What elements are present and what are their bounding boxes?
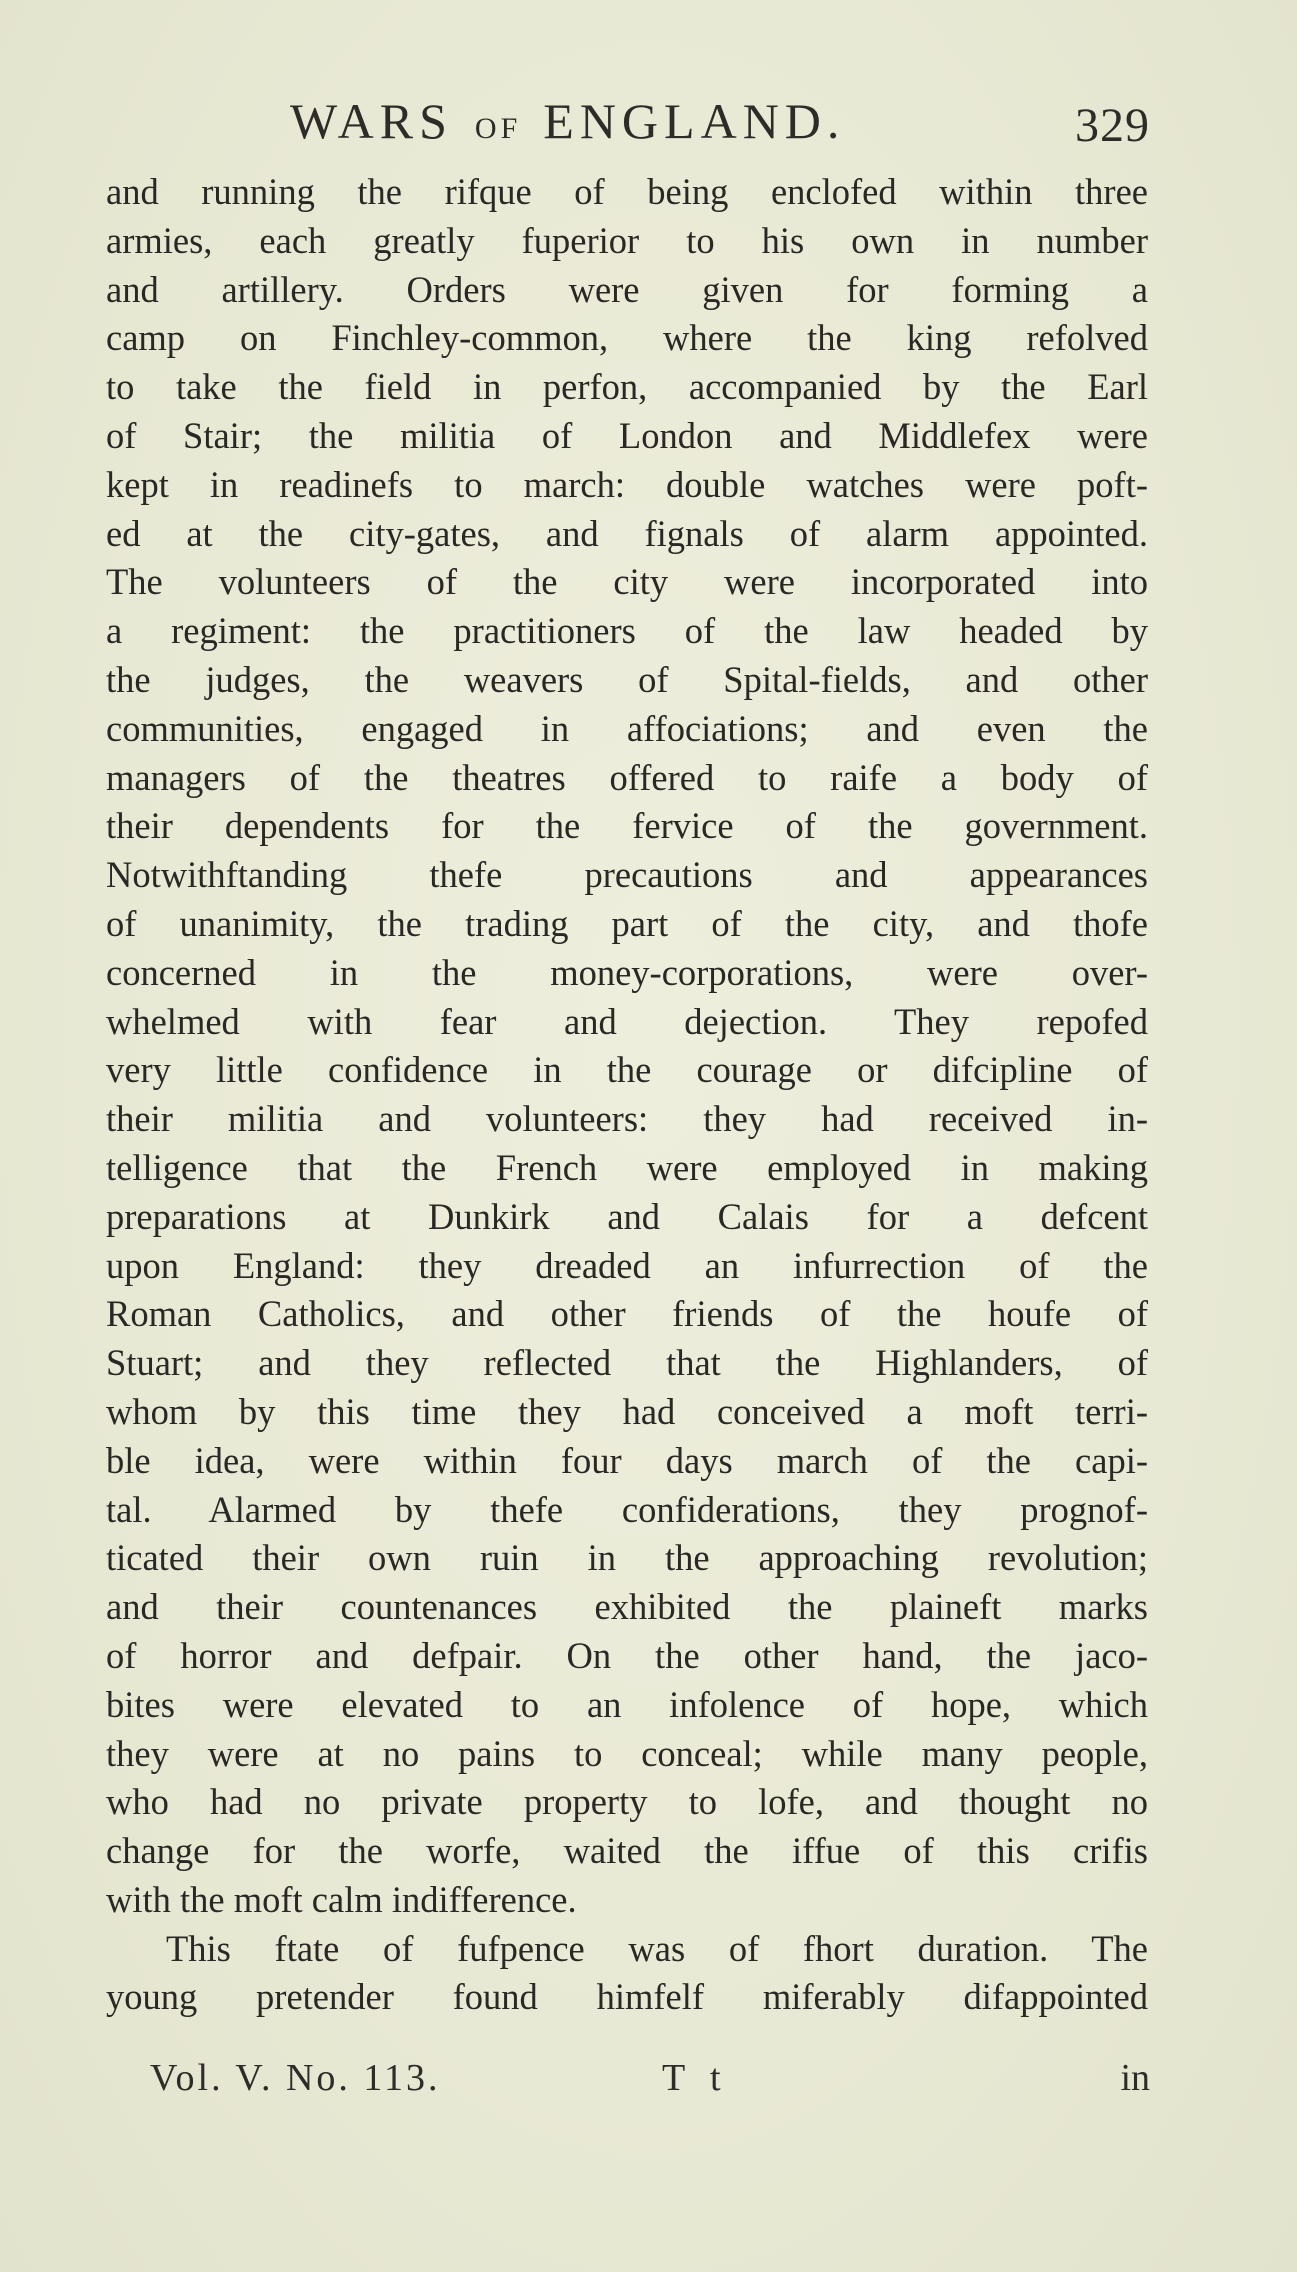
text-line: managers of the theatres offered to raife a body of: [106, 756, 1148, 798]
text-line: upon England: they dreaded an infurrection of the: [106, 1244, 1148, 1286]
text-line: of horror and defpair. On the other hand, the jaco-: [106, 1634, 1148, 1676]
text-line: The volunteers of the city were incorporated into: [106, 561, 1148, 603]
text-line: very little confidence in the courage or difcipline of: [106, 1049, 1148, 1091]
text-line: tal. Alarmed by thefe confiderations, they prognof-: [106, 1488, 1148, 1530]
text-line: to take the field in perfon, accompanied by the Earl: [106, 366, 1148, 408]
page-footer: [150, 2056, 1150, 2106]
page-number: 329: [1075, 99, 1150, 152]
text-line-paragraph-start: This ftate of fufpence was of fhort duration. The: [166, 1927, 1148, 1969]
text-line: armies, each greatly fuperior to his own in number: [106, 219, 1148, 261]
text-line-paragraph-end: with the moft calm indifference.: [106, 1878, 577, 1920]
text-line: ticated their own ruin in the approaching revolution;: [106, 1537, 1148, 1579]
sheet-mark: T t: [662, 2057, 729, 2099]
text-line: whelmed with fear and dejection. They repofed: [106, 1000, 1148, 1042]
running-header: [290, 92, 1190, 162]
text-line: preparations at Dunkirk and Calais for a defcent: [106, 1195, 1148, 1237]
text-line: of unanimity, the trading part of the city, and thofe: [106, 902, 1148, 944]
volume-signature: Vol. V. No. 113.: [150, 2057, 441, 2099]
text-line: change for the worfe, waited the iffue of this crifis: [106, 1830, 1148, 1872]
text-line: a regiment: the practitioners of the law headed by: [106, 610, 1148, 652]
text-line: concerned in the money-corporations, were over-: [106, 951, 1148, 993]
text-line: the judges, the weavers of Spital-fields, and other: [106, 658, 1148, 700]
text-line: of Stair; the militia of London and Middlefex were: [106, 414, 1148, 456]
header-word-england: ENGLAND.: [543, 93, 846, 149]
header-word-of: OF: [474, 112, 522, 145]
text-line: ble idea, were within four days march of the capi-: [106, 1439, 1148, 1481]
text-line: and running the rifque of being enclofed within three: [106, 171, 1148, 212]
body-text: [106, 168, 1148, 2022]
text-line: Notwithftanding thefe precautions and appearances: [106, 854, 1148, 896]
text-line: camp on Finchley-common, where the king refolved: [106, 317, 1148, 359]
text-line: bites were elevated to an infolence of hope, which: [106, 1683, 1148, 1725]
text-line: communities, engaged in affociations; and even the: [106, 707, 1148, 749]
text-line: their dependents for the fervice of the government.: [106, 805, 1148, 847]
header-word-wars: WARS: [290, 93, 453, 149]
text-line: Stuart; and they reflected that the Highlanders, of: [106, 1342, 1148, 1384]
text-line: whom by this time they had conceived a moft terri-: [106, 1390, 1148, 1432]
catchword: in: [1120, 2057, 1150, 2099]
text-line: Roman Catholics, and other friends of the houfe of: [106, 1293, 1148, 1335]
text-line: kept in readinefs to march: double watches were poft-: [106, 463, 1148, 505]
text-line: telligence that the French were employed in making: [106, 1146, 1148, 1188]
text-line: who had no private property to lofe, and thought no: [106, 1781, 1148, 1823]
text-line: and their countenances exhibited the plaineft marks: [106, 1586, 1148, 1628]
text-line: ed at the city-gates, and fignals of alarm appointed.: [106, 512, 1148, 554]
text-line: they were at no pains to conceal; while many people,: [106, 1732, 1148, 1774]
text-line: and artillery. Orders were given for forming a: [106, 268, 1148, 310]
text-line: young pretender found himfelf miferably difappointed: [106, 1976, 1148, 2018]
text-line: their militia and volunteers: they had received in-: [106, 1098, 1148, 1140]
